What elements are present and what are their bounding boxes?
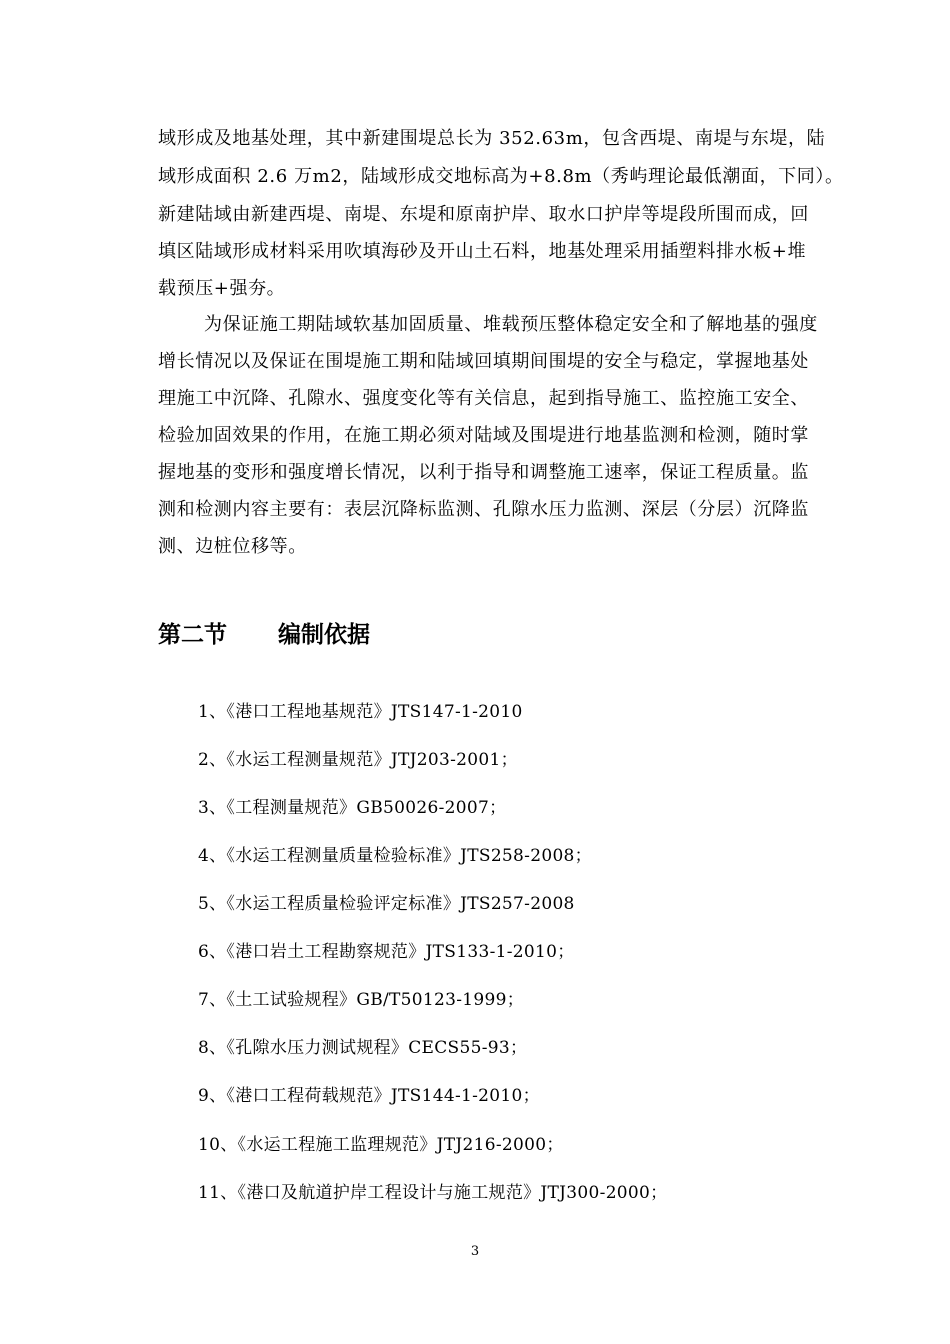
- paragraph-line: 握地基的变形和强度增长情况，以利于指导和调整施工速率，保证工程质量。监: [158, 462, 809, 483]
- page-number: 3: [470, 1244, 480, 1259]
- reference-item: 6、《港口岩土工程勘察规范》JTS133-1-2010；: [198, 942, 575, 962]
- paragraph-line: 新建陆域由新建西堤、南堤、东堤和原南护岸、取水口护岸等堤段所围而成，回: [158, 204, 809, 225]
- section-title: 编制依据: [278, 622, 370, 648]
- paragraph-line: 测、边桩位移等。: [158, 536, 307, 557]
- paragraph-line: 测和检测内容主要有：表层沉降标监测、孔隙水压力监测、深层（分层）沉降监: [158, 499, 809, 520]
- reference-item: 2、《水运工程测量规范》JTJ203-2001；: [198, 750, 518, 770]
- paragraph-line: 增长情况以及保证在围堤施工期和陆域回填期间围堤的安全与稳定，掌握地基处: [158, 351, 809, 372]
- reference-item: 1、《港口工程地基规范》JTS147-1-2010: [198, 702, 523, 722]
- paragraph-line: 为保证施工期陆域软基加固质量、堆载预压整体稳定安全和了解地基的强度: [204, 314, 818, 335]
- reference-item: 4、《水运工程测量质量检验标准》JTS258-2008；: [198, 846, 592, 866]
- paragraph-line: 域形成面积 2.6 万m2，陆域形成交地标高为+8.8m（秀屿理论最低潮面，下同）。: [158, 166, 844, 187]
- reference-item: 10、《水运工程施工监理规范》JTJ216-2000；: [198, 1135, 564, 1155]
- reference-item: 11、《港口及航道护岸工程设计与施工规范》JTJ300-2000；: [198, 1183, 668, 1203]
- reference-item: 7、《土工试验规程》GB/T50123-1999；: [198, 990, 525, 1010]
- paragraph-line: 域形成及地基处理，其中新建围堤总长为 352.63m，包含西堤、南堤与东堤，陆: [158, 128, 826, 149]
- paragraph-line: 填区陆域形成材料采用吹填海砂及开山土石料，地基处理采用插塑料排水板+堆: [158, 241, 807, 262]
- reference-item: 9、《港口工程荷载规范》JTS144-1-2010；: [198, 1086, 540, 1106]
- reference-item: 8、《孔隙水压力测试规程》CECS55-93；: [198, 1038, 528, 1058]
- paragraph-line: 理施工中沉降、孔隙水、强度变化等有关信息，起到指导施工、监控施工安全、: [158, 388, 809, 409]
- section-heading: [158, 620, 370, 650]
- section-number: 第二节: [158, 622, 227, 648]
- paragraph-line: 检验加固效果的作用，在施工期必须对陆域及围堤进行地基监测和检测，随时掌: [158, 425, 809, 446]
- paragraph-line: 载预压+强夯。: [158, 278, 286, 299]
- reference-item: 5、《水运工程质量检验评定标准》JTS257-2008: [198, 894, 575, 914]
- reference-item: 3、《工程测量规范》GB50026-2007；: [198, 798, 507, 818]
